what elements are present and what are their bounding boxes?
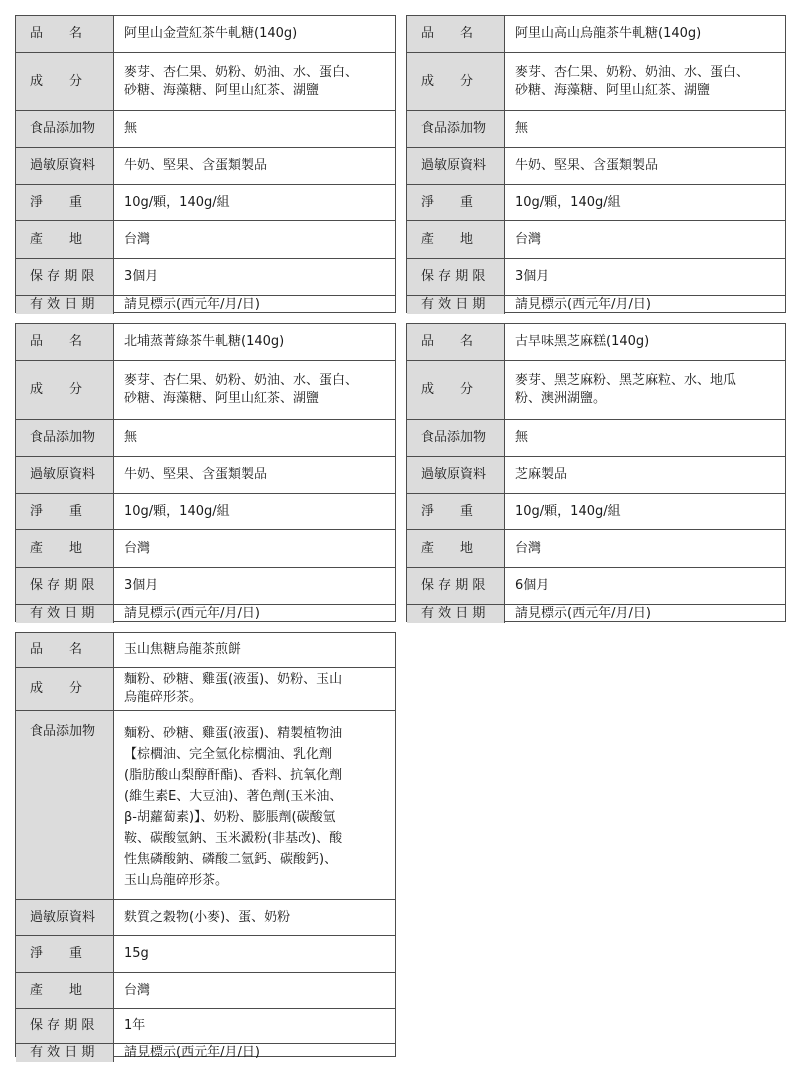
label-ingredients: 成 分 xyxy=(407,53,505,111)
product-card-2 xyxy=(406,15,786,313)
value-net-weight: 10g/顆，140g/組 xyxy=(505,185,785,221)
label-net-weight: 淨 重 xyxy=(407,494,505,530)
value-shelf-life: 3個月 xyxy=(505,259,785,296)
label-origin: 產 地 xyxy=(16,973,114,1009)
value-net-weight: 15g xyxy=(114,936,395,973)
value-origin: 台灣 xyxy=(505,221,785,259)
label-additives: 食品添加物 xyxy=(407,111,505,148)
label-expiry: 有 效 日 期 xyxy=(16,1044,114,1062)
label-origin: 產 地 xyxy=(16,530,114,568)
label-ingredients: 成 分 xyxy=(16,53,114,111)
value-name: 阿里山高山烏龍茶牛軋糖(140g) xyxy=(505,16,785,53)
value-expiry: 請見標示(西元年/月/日) xyxy=(515,606,651,621)
product-card-1 xyxy=(15,15,396,313)
value-net-weight: 10g/顆，140g/組 xyxy=(505,494,785,530)
label-shelf-life: 保 存 期 限 xyxy=(407,259,505,296)
label-origin: 產 地 xyxy=(16,221,114,259)
label-name: 品 名 xyxy=(407,324,505,361)
value-shelf-life: 3個月 xyxy=(114,259,395,296)
label-name: 品 名 xyxy=(16,16,114,53)
label-shelf-life: 保 存 期 限 xyxy=(16,1009,114,1044)
value-additives: 無 xyxy=(505,420,785,457)
label-additives: 食品添加物 xyxy=(16,420,114,457)
value-ingredients: 麵粉、砂糖、雞蛋(液蛋)、奶粉、玉山 烏龍碎形茶。 xyxy=(114,668,395,711)
label-additives: 食品添加物 xyxy=(16,711,114,900)
label-expiry: 有 效 日 期 xyxy=(16,296,114,314)
label-expiry: 有 效 日 期 xyxy=(16,605,114,623)
value-allergens: 牛奶、堅果、含蛋類製品 xyxy=(114,148,395,185)
label-expiry: 有 效 日 期 xyxy=(407,605,505,623)
value-origin: 台灣 xyxy=(505,530,785,568)
value-origin: 台灣 xyxy=(114,973,395,1009)
label-additives: 食品添加物 xyxy=(407,420,505,457)
value-net-weight: 10g/顆，140g/組 xyxy=(114,494,395,530)
value-name: 玉山焦糖烏龍茶煎餅 xyxy=(114,633,395,668)
value-shelf-life: 6個月 xyxy=(505,568,785,605)
label-allergens: 過敏原資料 xyxy=(16,900,114,936)
product-card-4 xyxy=(406,323,786,622)
label-net-weight: 淨 重 xyxy=(407,185,505,221)
label-shelf-life: 保 存 期 限 xyxy=(407,568,505,605)
label-allergens: 過敏原資料 xyxy=(407,457,505,494)
label-name: 品 名 xyxy=(16,633,114,668)
label-shelf-life: 保 存 期 限 xyxy=(16,568,114,605)
value-additives: 無 xyxy=(505,111,785,148)
label-expiry: 有 效 日 期 xyxy=(407,296,505,314)
label-origin: 產 地 xyxy=(407,221,505,259)
product-card-5 xyxy=(15,632,396,1060)
value-ingredients: 麥芽、黑芝麻粉、黑芝麻粒、水、地瓜 粉、澳洲湖鹽。 xyxy=(505,361,785,420)
label-ingredients: 成 分 xyxy=(16,668,114,711)
value-additives: 麵粉、砂糖、雞蛋(液蛋)、精製植物油 【棕櫚油、完全氫化棕櫚油、乳化劑 (脂肪酸山梨醇酐酯)、香料、抗氧化劑 (維生素E、大豆油)、著色劑(玉米油、 β-胡蘿蔔素)】、奶粉、膨脹劑(碳酸氫 鞍、碳酸氫鈉、玉米澱粉(非基改)、酸 性焦磷酸鈉、磷酸二氫鈣、碳酸鈣)、 玉山烏龍碎形茶。 xyxy=(114,711,395,900)
value-allergens: 牛奶、堅果、含蛋類製品 xyxy=(505,148,785,185)
value-shelf-life: 3個月 xyxy=(114,568,395,605)
value-allergens: 芝麻製品 xyxy=(505,457,785,494)
value-allergens: 麩質之穀物(小麥)、蛋、奶粉 xyxy=(114,900,395,936)
value-allergens: 牛奶、堅果、含蛋類製品 xyxy=(114,457,395,494)
value-origin: 台灣 xyxy=(114,530,395,568)
value-name: 阿里山金萱紅茶牛軋糖(140g) xyxy=(114,16,395,53)
value-name: 北埔蒸菁綠茶牛軋糖(140g) xyxy=(114,324,395,361)
value-shelf-life: 1年 xyxy=(114,1009,395,1044)
value-ingredients: 麥芽、杏仁果、奶粉、奶油、水、蛋白、 砂糖、海藻糖、阿里山紅茶、湖鹽 xyxy=(505,53,785,111)
value-ingredients: 麥芽、杏仁果、奶粉、奶油、水、蛋白、 砂糖、海藻糖、阿里山紅茶、湖鹽 xyxy=(114,361,395,420)
label-net-weight: 淨 重 xyxy=(16,494,114,530)
value-net-weight: 10g/顆，140g/組 xyxy=(114,185,395,221)
value-origin: 台灣 xyxy=(114,221,395,259)
value-expiry: 請見標示(西元年/月/日) xyxy=(124,1045,260,1060)
label-name: 品 名 xyxy=(407,16,505,53)
label-origin: 產 地 xyxy=(407,530,505,568)
label-ingredients: 成 分 xyxy=(407,361,505,420)
value-expiry: 請見標示(西元年/月/日) xyxy=(515,297,651,312)
label-ingredients: 成 分 xyxy=(16,361,114,420)
product-card-3 xyxy=(15,323,396,622)
value-additives: 無 xyxy=(114,420,395,457)
value-name: 古早味黑芝麻糕(140g) xyxy=(505,324,785,361)
label-net-weight: 淨 重 xyxy=(16,936,114,973)
value-additives: 無 xyxy=(114,111,395,148)
label-net-weight: 淨 重 xyxy=(16,185,114,221)
label-name: 品 名 xyxy=(16,324,114,361)
label-allergens: 過敏原資料 xyxy=(407,148,505,185)
label-allergens: 過敏原資料 xyxy=(16,457,114,494)
label-allergens: 過敏原資料 xyxy=(16,148,114,185)
value-expiry: 請見標示(西元年/月/日) xyxy=(124,297,260,312)
label-additives: 食品添加物 xyxy=(16,111,114,148)
label-shelf-life: 保 存 期 限 xyxy=(16,259,114,296)
value-expiry: 請見標示(西元年/月/日) xyxy=(124,606,260,621)
value-ingredients: 麥芽、杏仁果、奶粉、奶油、水、蛋白、 砂糖、海藻糖、阿里山紅茶、湖鹽 xyxy=(114,53,395,111)
